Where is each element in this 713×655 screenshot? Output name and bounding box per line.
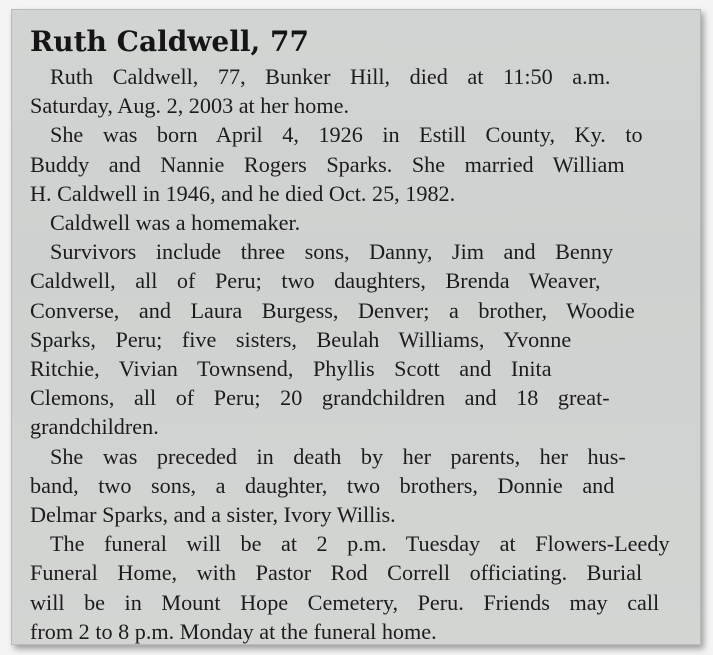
obituary-line: Caldwell was a homemaker. — [50, 210, 301, 236]
obituary-line: Converse, and Laura Burgess, Denver; a brother, Woodie — [30, 297, 635, 323]
obituary-paragraph — [30, 62, 682, 120]
obituary-line: H. Caldwell in 1946, and he died Oct. 25, 1982. — [30, 180, 456, 206]
obituary-line: Caldwell, all of Peru; two daughters, Brenda Weaver, — [30, 268, 601, 294]
obituary-body — [30, 62, 682, 646]
obituary-paragraph — [30, 120, 682, 208]
obituary-line: Buddy and Nannie Rogers Sparks. She married William — [30, 151, 625, 177]
obituary-line: from 2 to 8 p.m. Monday at the funeral home. — [30, 618, 437, 644]
obituary-line: Survivors include three sons, Danny, Jim and Benny — [50, 239, 614, 265]
obituary-headline: Ruth Caldwell, 77 — [30, 25, 309, 58]
obituary-line: Sparks, Peru; five sisters, Beulah Williams, Yvonne — [30, 326, 572, 352]
obituary-line: Ritchie, Vivian Townsend, Phyllis Scott and Inita — [30, 356, 552, 382]
obituary-paragraph — [30, 442, 682, 530]
obituary-line: Delmar Sparks, and a sister, Ivory Willis. — [30, 502, 396, 528]
obituary-line: Funeral Home, with Pastor Rod Correll officiating. Burial — [30, 560, 643, 586]
obituary-line: grandchildren. — [30, 414, 159, 440]
obituary-line: Saturday, Aug. 2, 2003 at her home. — [30, 93, 349, 119]
obituary-paragraph — [30, 208, 682, 237]
obituary-line: She was born April 4, 1926 in Estill County, Ky. to — [50, 122, 643, 148]
obituary-line: Ruth Caldwell, 77, Bunker Hill, died at 11:50 a.m. — [50, 64, 611, 89]
newspaper-clipping — [11, 9, 701, 645]
obituary-line: Clemons, all of Peru; 20 grandchildren and 18 great- — [30, 385, 610, 411]
obituary-line: will be in Mount Hope Cemetery, Peru. Friends may call — [30, 589, 660, 615]
obituary-paragraph — [30, 529, 682, 646]
obituary-paragraph — [30, 237, 682, 441]
obituary-line: She was preceded in death by her parents, her hus- — [50, 443, 626, 469]
obituary-line: band, two sons, a daughter, two brothers, Donnie and — [30, 472, 615, 498]
obituary-line: The funeral will be at 2 p.m. Tuesday at Flowers-Leedy — [50, 531, 670, 557]
